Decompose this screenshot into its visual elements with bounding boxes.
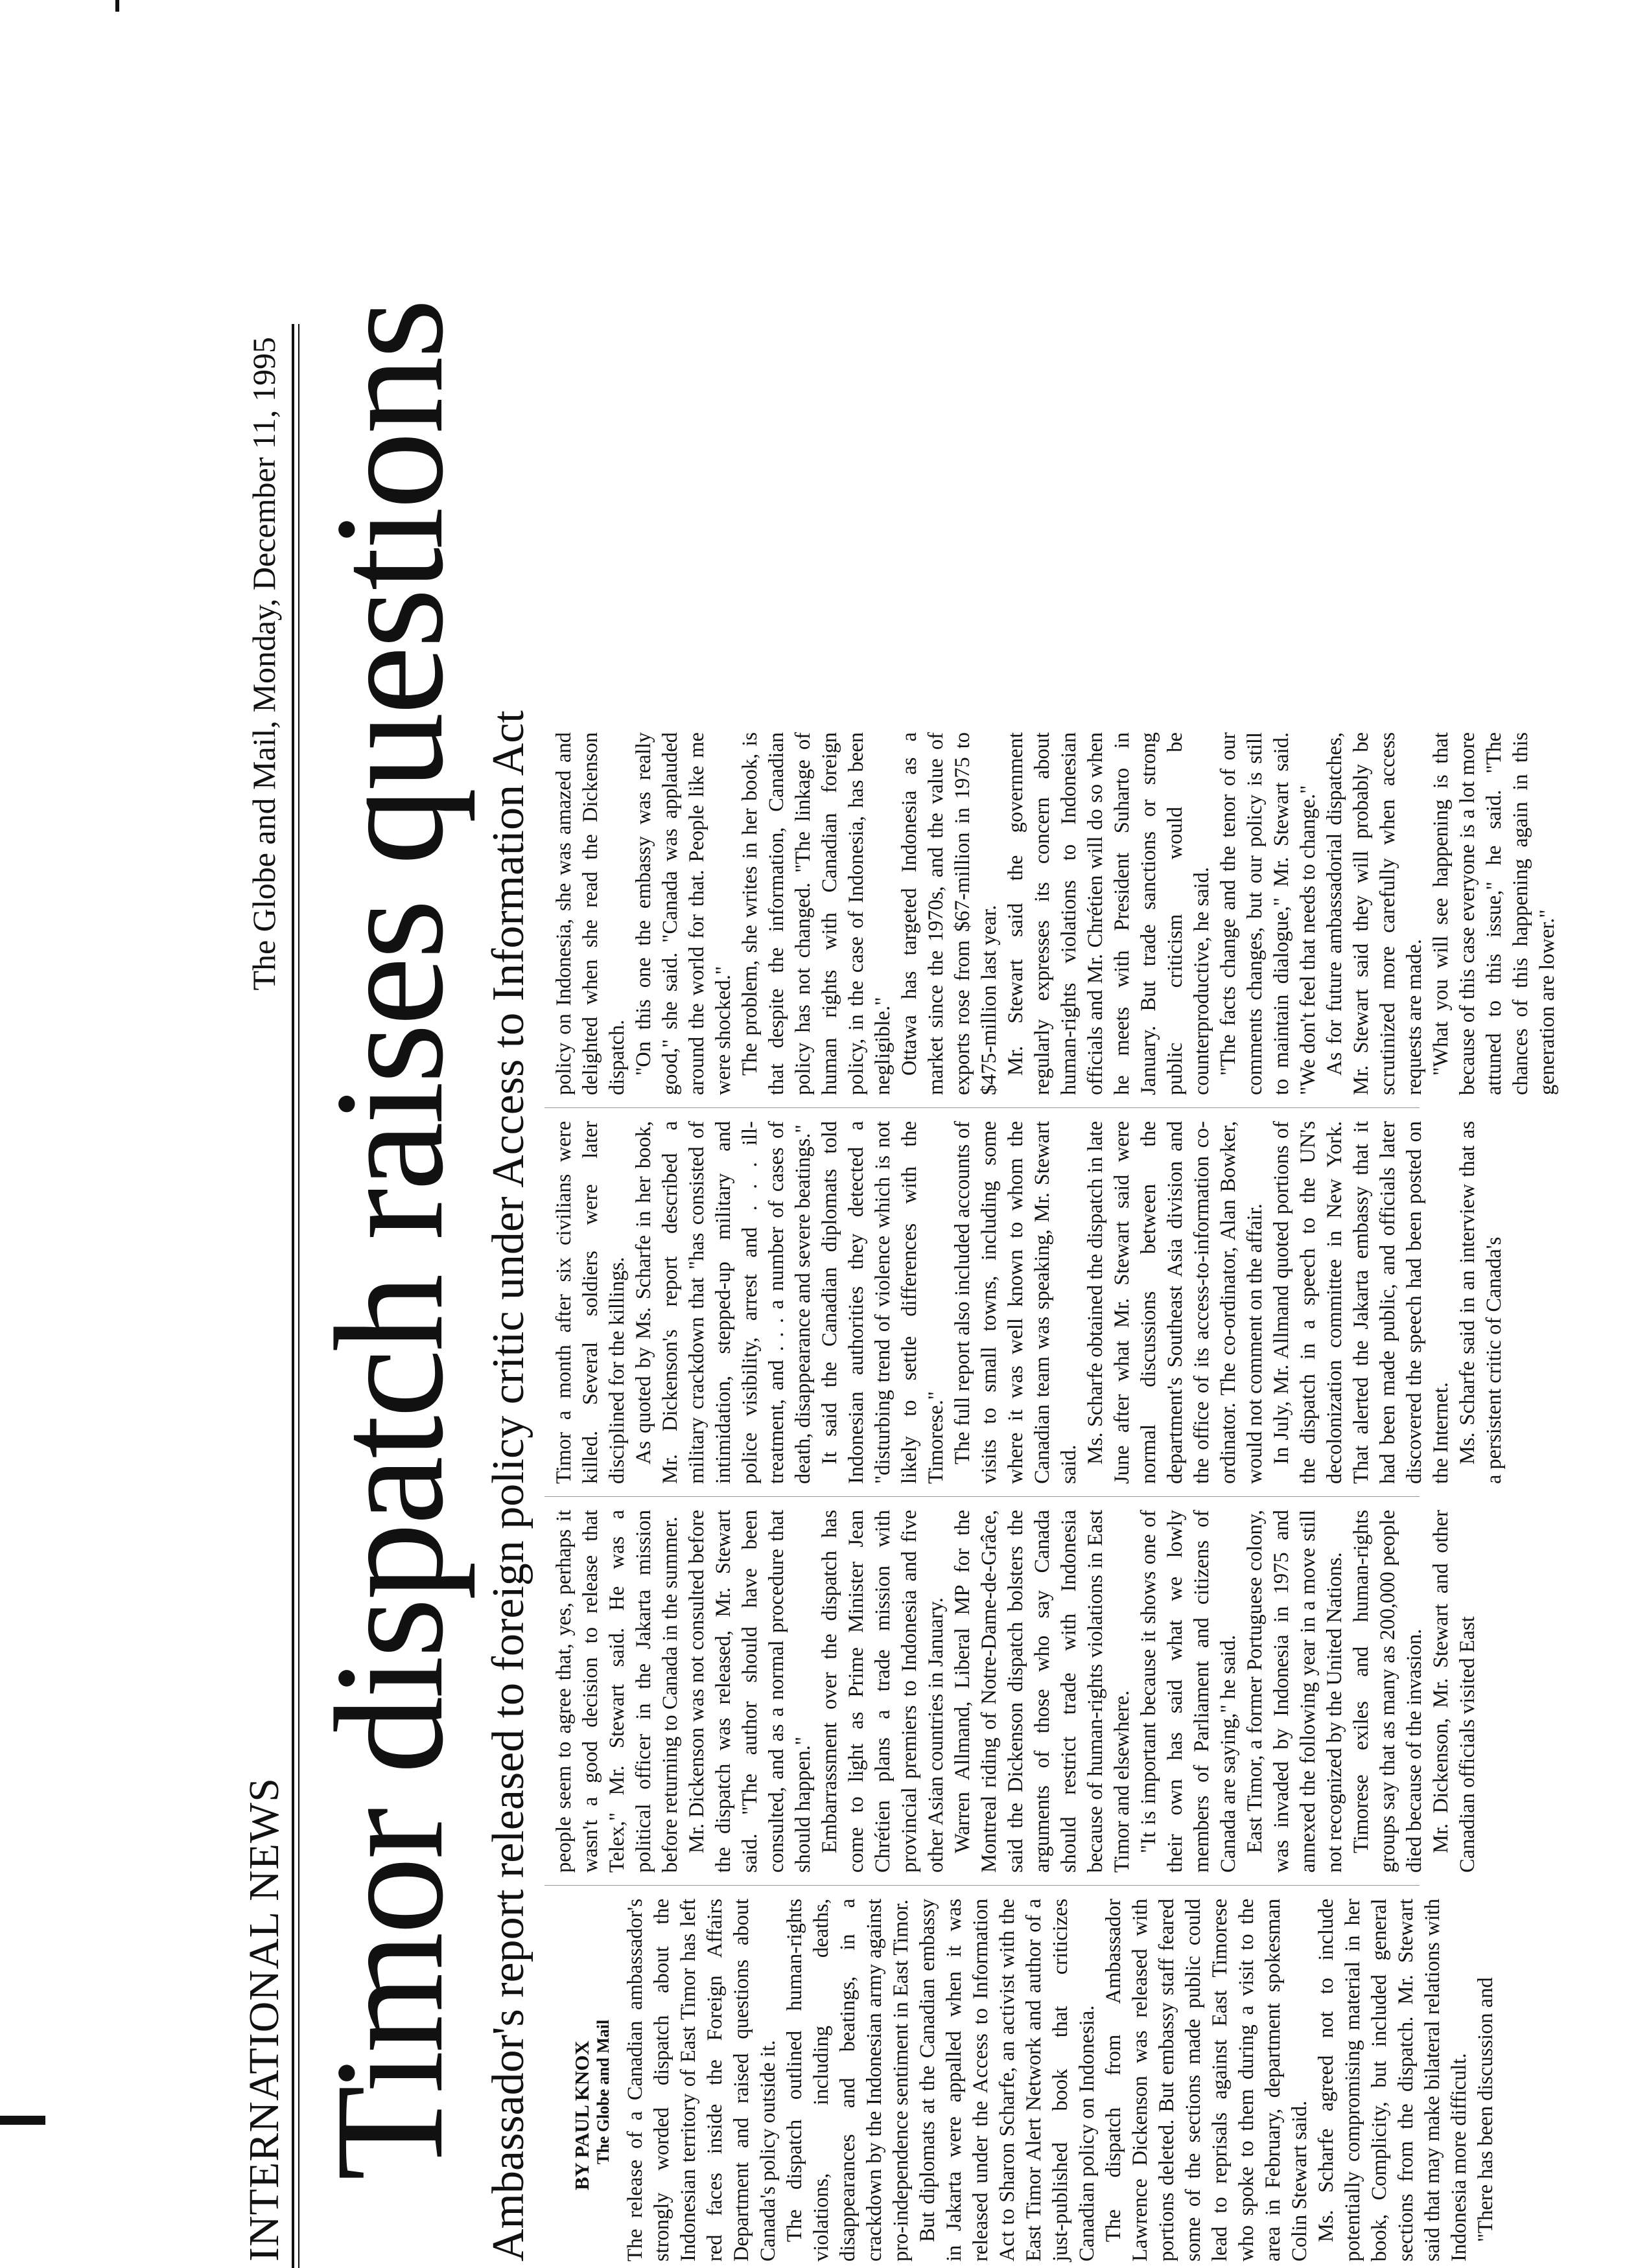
- article-column-3: [551, 1121, 1508, 1484]
- article-column-1: [622, 1899, 1499, 2262]
- paragraph: Mr. Dickenson was not consulted before the dispatch was released, Mr. Stewart said. "The author should have been consulted, and as a normal procedure that should happen.": [685, 1510, 815, 1873]
- paragraph: Ms. Scharfe obtained the dispatch in late June after what Mr. Stewart said were normal discussions between the department's Southeast Asia division and the office of its access-to-information co-ordinator. The co-ordinator, Alan Bowker, would not comment on the affair.: [1084, 1121, 1267, 1484]
- column-rule: [544, 1107, 1420, 1108]
- paragraph: Ms. Scharfe said in an interview that as a persistent critic of Canada's: [1456, 1121, 1506, 1484]
- paragraph: "On this one the embassy was really good," she said. "Canada was applauded around the world for that. People like me were shocked.": [632, 732, 735, 1095]
- section-label: INTERNATIONAL NEWS: [240, 1777, 288, 2262]
- header-rule: [292, 324, 294, 2268]
- paragraph: The full report also included accounts of visits to small towns, including some where it was well known to whom the Canadian team was speaking, Mr. Stewart said.: [951, 1121, 1081, 1484]
- paragraph: Timor a month after six civilians were killed. Several soldiers were later disciplined for the killings.: [552, 1121, 629, 1484]
- paragraph: Ms. Scharfe agreed not to include potentially compromising material in her book, Complicity, but included general sections from the dispatch. Mr. Stewart said that may make bilateral relations with Indonesia more difficult.: [1315, 1899, 1471, 2262]
- paragraph: Embarrassment over the dispatch has come to light as Prime Minister Jean Chrétien plans a trade mission with provincial premiers to Indonesia and five other Asian countries in January.: [818, 1510, 948, 1873]
- paper-dateline: The Globe and Mail, Monday, December 11, 1995: [246, 337, 282, 991]
- column-rule: [544, 1885, 1420, 1886]
- paragraph: "There has been discussion and: [1474, 1977, 1497, 2242]
- paragraph: But diplomats at the Canadian embassy in Jakarta were appalled when it was released under the Access to Information Act to Sharon Scharfe, an activist with the East Timor Alert Network and author of a just-published book that criticizes Canadian policy on Indonesia.: [916, 1899, 1099, 2262]
- column-rule: [544, 1496, 1420, 1497]
- scan-edge: [0, 2116, 45, 2125]
- paragraph: people seem to agree that, yes, perhaps it wasn't a good decision to release that Telex," Mr. Stewart said. He was a political officer in the Jakarta mission before returning to Canada in the summer.: [552, 1510, 682, 1873]
- article-column-2: [551, 1510, 1481, 1873]
- article-column-4: [551, 732, 1561, 1095]
- paragraph: Ottawa has targeted Indonesia as a market since the 1970s, and the value of exports rose from $67-million in 1975 to $475-million last year.: [898, 732, 1001, 1095]
- paragraph: The dispatch outlined human-rights violations, including deaths, disappearances and beatings, in a crackdown by the Indonesian army against pro-independence sentiment in East Timor.: [783, 1899, 913, 2262]
- paragraph: "What you will see happening is that because of this case everyone is a lot more attuned to this issue," he said. "The chances of this happening again in this generation are lower.": [1429, 732, 1559, 1095]
- paragraph: The problem, she writes in her book, is that despite the information, Canadian policy has not changed. "The linkage of human rights with Canadian foreign policy, in the case of Indonesia, has been negligible.": [738, 732, 895, 1095]
- paragraph: As quoted by Ms. Scharfe in her book, Mr. Dickenson's report described a military crackdown that "has consisted of intimidation, stepped-up military and police visibility, arrest and . . . ill-treatment, and . . . a number of cases of death, disappearance and severe beatings.": [632, 1121, 815, 1484]
- byline-author: BY PAUL KNOX: [570, 2041, 593, 2190]
- paragraph: As for future ambassadorial dispatches, Mr. Stewart said they will probably be scrutinized more carefully when access requests are made.: [1323, 732, 1426, 1095]
- paragraph: The release of a Canadian ambassador's strongly worded dispatch about the Indonesian territory of East Timor has left red faces inside the Foreign Affairs Department and raised questions about Canada's policy outside it.: [624, 1899, 780, 2262]
- paragraph: In July, Mr. Allmand quoted portions of the dispatch in a speech to the UN's decolonization committee in New York. That alerted the Jakarta embassy that it had been made public, and officials later discovered the speech had been posted on the Internet.: [1270, 1121, 1453, 1484]
- paragraph: East Timor, a former Portuguese colony, was invaded by Indonesia in 1975 and annexed the following year in a move still not recognized by the United Nations.: [1243, 1510, 1346, 1873]
- paragraph: Mr. Stewart said the government regularly expresses its concern about human-rights violations to Indonesian officials and Mr. Chrétien will do so when he meets with President Suharto in January. But trade sanctions or strong public criticism would be counterproductive, he said.: [1004, 732, 1213, 1095]
- paragraph: "It is important because it shows one of their own has said what we lowly members of Parliament and citizens of Canada are saying," he said.: [1137, 1510, 1240, 1873]
- paragraph: Warren Allmand, Liberal MP for the Montreal riding of Notre-Dame-de-Grâce, said the Dickenson dispatch bolsters the arguments of those who say Canada should restrict trade with Indonesia because of human-rights violations in East Timor and elsewhere.: [951, 1510, 1134, 1873]
- headline: Timor dispatch raises questions: [303, 301, 475, 2181]
- paragraph: policy on Indonesia, she was amazed and delighted when she read the Dickenson dispatch.: [552, 732, 629, 1095]
- paragraph: Mr. Dickenson, Mr. Stewart and other Canadian officials visited East: [1429, 1510, 1479, 1873]
- byline-source: The Globe and Mail: [594, 2019, 613, 2164]
- paragraph: The dispatch from Ambassador Lawrence Dickenson was released with portions deleted. But embassy staff feared some of the sections made public could lead to reprisals against East Timorese who spoke to them during a visit to the area in February, department spokesman Colin Stewart said.: [1102, 1899, 1311, 2262]
- paragraph: "The facts change and the tenor of our comments changes, but our policy is still to maintain dialogue," Mr. Stewart said. "We don't feel that needs to change.": [1217, 732, 1320, 1095]
- paragraph: It said the Canadian diplomats told Indonesian authorities they detected a "disturbing trend of violence which is not likely to settle differences with the Timorese.": [818, 1121, 948, 1484]
- newspaper-clipping: [194, 301, 1559, 2268]
- scan-mark: [115, 0, 119, 12]
- subheadline: Ambassador's report released to foreign policy critic under Access to Information Act: [484, 710, 533, 2262]
- byline: [570, 2020, 613, 2190]
- header-rule-thin: [298, 324, 299, 2268]
- paragraph: Timorese exiles and human-rights groups say that as many as 200,000 people died because of the invasion.: [1350, 1510, 1426, 1873]
